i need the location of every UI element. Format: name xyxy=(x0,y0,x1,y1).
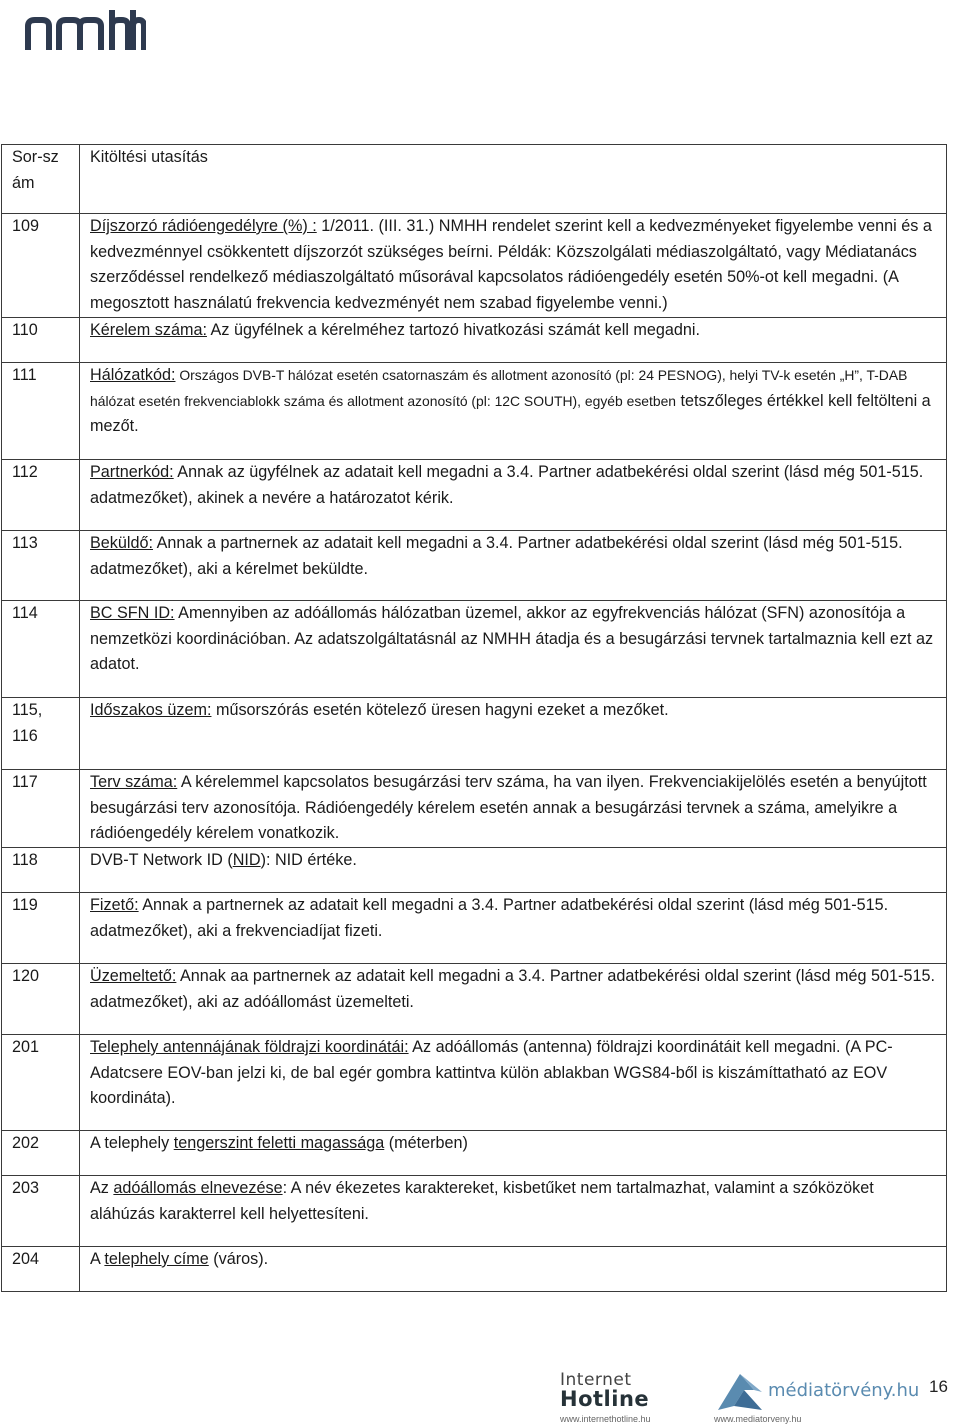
row-number: 119 xyxy=(2,892,80,963)
instructions-table xyxy=(1,144,947,1292)
table-row xyxy=(2,530,947,600)
table-row xyxy=(2,697,947,769)
header-num: Sor-szám xyxy=(2,145,80,214)
table-row xyxy=(2,1034,947,1130)
logo-text: nmhh xyxy=(22,4,25,5)
table-row xyxy=(2,1246,947,1291)
field-label: Telephely antennájának földrajzi koordinátái: xyxy=(90,1037,409,1056)
field-label: Terv száma: xyxy=(90,772,178,791)
row-instruction xyxy=(80,600,947,697)
row-instruction xyxy=(80,892,947,963)
footer xyxy=(0,1362,960,1427)
mediatorveny-icon xyxy=(714,1370,766,1412)
field-label: telephely címe xyxy=(104,1249,209,1268)
row-instruction xyxy=(80,459,947,530)
row-text: Az ügyfélnek a kérelméhez tartozó hivatkozási számát kell megadni. xyxy=(206,320,701,339)
table-row xyxy=(2,600,947,697)
field-label: Fizető: xyxy=(90,895,139,914)
row-prefix: A telephely xyxy=(90,1133,174,1152)
field-label: BC SFN ID: xyxy=(90,603,175,622)
row-instruction xyxy=(80,1175,947,1246)
row-number: 110 xyxy=(2,317,80,362)
row-text: Annak a partnernek az adatait kell megadni a 3.4. Partner adatbekérési oldal szerint (lásd még 501-515. adatmezőket), aki a frekvenciadíjat fizeti. xyxy=(90,895,889,940)
row-instruction xyxy=(80,317,947,362)
row-number: 204 xyxy=(2,1246,80,1291)
field-label: tengerszint feletti magassága xyxy=(173,1133,385,1152)
table-row xyxy=(2,769,947,847)
row-number: 201 xyxy=(2,1034,80,1130)
mediatorveny-logo[interactable]: médiatörvény.hu www.mediatorveny.hu xyxy=(714,1370,914,1424)
internet-hotline-logo[interactable]: Internet Hotline www.internethotline.hu xyxy=(560,1370,651,1424)
row-instruction xyxy=(80,697,947,769)
header-title: Kitöltési utasítás xyxy=(80,145,947,214)
table-header-row xyxy=(2,145,947,214)
nmhh-logo xyxy=(22,4,146,54)
row-number: 118 xyxy=(2,847,80,892)
field-label: Partnerkód: xyxy=(90,462,174,481)
row-number: 109 xyxy=(2,214,80,318)
row-text: Amennyiben az adóállomás hálózatban üzemel, akkor az egyfrekvenciás hálózat (SFN) azonosítója a nemzetközi koordinációban. Az adatszolgáltatásnál az NMHH átadja és a besugárzási tervnek tartalmaznia kell ezt az adatot. xyxy=(90,603,934,674)
row-number: 203 xyxy=(2,1175,80,1246)
field-label: Időszakos üzem: xyxy=(90,700,212,719)
row-instruction xyxy=(80,530,947,600)
table-row xyxy=(2,1175,947,1246)
row-instruction xyxy=(80,963,947,1034)
row-text: tetszőleges értékkel kell feltölteni a mezőt. xyxy=(90,391,931,436)
row-instruction xyxy=(80,1246,947,1291)
row-text: 1/2011. (III. 31.) NMHH rendelet szerint kell a kedvezményeket figyelembe venni és a kedvezménnyel csökkentett díjszorzót szükséges beírni. Példák: Közszolgálati médiaszolgáltató, vagy Médiatanács szerződéssel rendelkező médiaszolgáltató műsorával kapcsolatos rádióengedély esetén 50%-ot kell megadni. (A megosztott használatú frekvencia kedvezményét nem szabad figyelembe venni.) xyxy=(90,217,932,313)
row-number: 115, 116 xyxy=(2,697,80,769)
row-number: 112 xyxy=(2,459,80,530)
row-text: Annak az ügyfélnek az adatait kell megadni a 3.4. Partner adatbekérési oldal szerint (lásd még 501-515. adatmezőket), akinek a nevére a határozatot kérik. xyxy=(90,462,924,507)
field-label: NID xyxy=(232,850,261,869)
row-prefix: DVB-T Network ID ( xyxy=(90,850,233,869)
table-row xyxy=(2,459,947,530)
field-label: Hálózatkód: xyxy=(90,365,176,384)
row-prefix: A xyxy=(90,1249,105,1268)
field-label: Üzemeltető: xyxy=(90,966,177,985)
table-row xyxy=(2,317,947,362)
row-instruction xyxy=(80,362,947,459)
table-row xyxy=(2,1130,947,1175)
table-row xyxy=(2,362,947,459)
row-text: Annak aa partnernek az adatait kell megadni a 3.4. Partner adatbekérési oldal szerint (lásd még 501-515. adatmezőket), aki az adóállomást üzemelteti. xyxy=(90,966,935,1011)
row-text: ): NID értéke. xyxy=(260,850,357,869)
row-instruction xyxy=(80,847,947,892)
row-prefix: Az xyxy=(90,1178,114,1197)
table-row xyxy=(2,847,947,892)
field-label: Beküldő: xyxy=(90,533,153,552)
row-text: (méterben) xyxy=(384,1133,468,1152)
row-text: Az adóállomás (antenna) földrajzi koordinátáit kell megadni. (A PC-Adatcsere EOV-ban jelzi ki, de bal egér gombra kattintva külön ablakban WGS84-ből is kiszámíttatható az EOV koordináta). xyxy=(90,1037,893,1108)
row-number: 120 xyxy=(2,963,80,1034)
row-number: 117 xyxy=(2,769,80,847)
row-instruction xyxy=(80,214,947,318)
row-number: 114 xyxy=(2,600,80,697)
row-text: A kérelemmel kapcsolatos besugárzási terv száma, ha van ilyen. Frekvenciakijelölés esetén a benyújtott besugárzási terv azonosítója. Rádióengedély kérelem esetén annak a besugárzási tervnek a száma, amelyikre a rádióengedély kérelem vonatkozik. xyxy=(90,772,927,843)
row-instruction xyxy=(80,769,947,847)
table-row xyxy=(2,963,947,1034)
table-row xyxy=(2,892,947,963)
field-label: Kérelem száma: xyxy=(90,320,207,339)
row-text: műsorszórás esetén kötelező üresen hagyni ezeket a mezőket. xyxy=(211,700,669,719)
row-number: 111 xyxy=(2,362,80,459)
row-instruction xyxy=(80,1130,947,1175)
row-text: : A név ékezetes karaktereket, kisbetűket nem tartalmazhat, valamint a szóközöket aláhúzás karakterrel kell helyettesíteni. xyxy=(90,1178,874,1223)
table-row xyxy=(2,214,947,318)
row-number: 202 xyxy=(2,1130,80,1175)
page-number: 16 xyxy=(929,1377,948,1396)
field-label: Díjszorzó rádióengedélyre (%) : xyxy=(90,217,317,235)
row-number: 113 xyxy=(2,530,80,600)
row-text: Annak a partnernek az adatait kell megadni a 3.4. Partner adatbekérési oldal szerint (lásd még 501-515. adatmezőket), aki a kérelmet beküldte. xyxy=(90,533,903,578)
row-text: (város). xyxy=(208,1249,269,1268)
row-instruction xyxy=(80,1034,947,1130)
row-text-small: Országos DVB-T hálózat esetén csatornaszám és allotment azonosító (pl: 24 PESNOG), helyi TV-k esetén „H”, T-DAB hálózat esetén frekvenciablokk száma és allotment azonosító (pl: 12C SOUTH), egyéb esetben xyxy=(90,366,908,409)
field-label: adóállomás elnevezése xyxy=(113,1178,283,1197)
